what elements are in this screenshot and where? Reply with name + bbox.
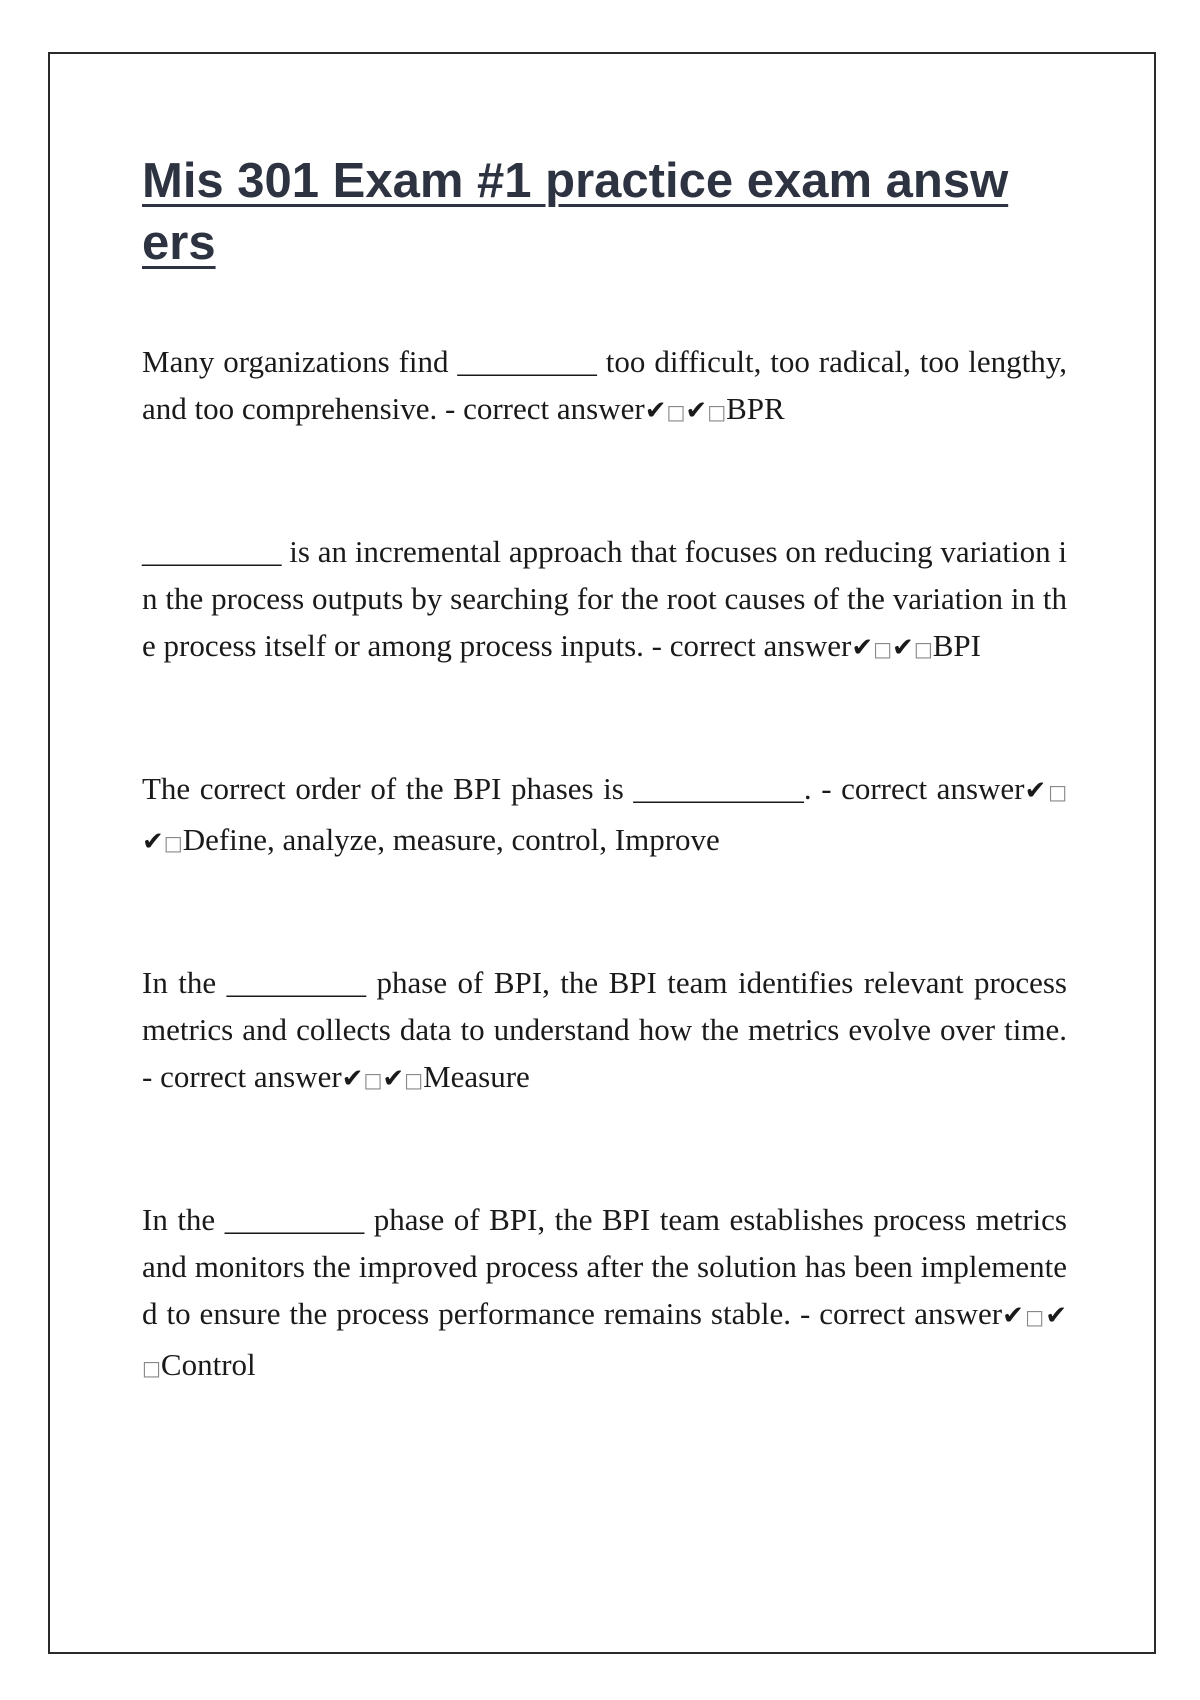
- box-icon: □: [404, 1068, 424, 1092]
- document-content: [142, 150, 1067, 1392]
- check-icon: ✔: [341, 1064, 364, 1094]
- check-icon: ✔: [382, 1064, 405, 1094]
- check-icon: ✔: [644, 396, 667, 426]
- box-icon: □: [666, 400, 686, 424]
- answer-text: Define, analyze, measure, control, Improve: [182, 822, 720, 857]
- question-text: Many organizations find _________ too difficult, too radical, too lengthy, and too comprehensive.: [142, 344, 1067, 426]
- question-text: _________ is an incremental approach that focuses on reducing variation in the process outputs by searching for the root causes of the variation in the process itself or among process inputs.: [142, 534, 1067, 663]
- box-icon: □: [142, 1356, 161, 1380]
- question-text: The correct order of the BPI phases is ___________.: [142, 771, 812, 806]
- qa-item: [142, 959, 1067, 1104]
- answer-separator: - correct answer: [437, 391, 645, 426]
- question-text: In the _________ phase of BPI, the BPI team identifies relevant process metrics and collects data to understand how the metrics evolve over time.: [142, 965, 1067, 1047]
- answer-separator: - correct answer: [790, 1296, 1003, 1331]
- box-icon: □: [707, 400, 727, 424]
- qa-item: [142, 338, 1067, 436]
- box-icon: □: [913, 637, 933, 661]
- answer-text: BPR: [726, 391, 785, 426]
- box-icon: □: [1023, 1305, 1046, 1329]
- answer-text: BPI: [932, 628, 981, 663]
- box-icon: □: [873, 637, 893, 661]
- check-icon: ✔: [685, 396, 708, 426]
- answer-separator: - correct answer: [643, 628, 852, 663]
- check-icon: ✔: [892, 633, 914, 663]
- qa-item: [142, 1196, 1067, 1392]
- answer-text: Control: [160, 1347, 256, 1382]
- box-icon: □: [1046, 780, 1067, 804]
- box-icon: □: [163, 831, 183, 855]
- question-text: In the _________ phase of BPI, the BPI team establishes process metrics and monitors the improved process after the solution has been implemented to ensure the process performance remains stable.: [142, 1202, 1067, 1331]
- check-icon: ✔: [1002, 1301, 1024, 1331]
- check-icon: ✔: [1045, 1301, 1067, 1331]
- answer-separator: - correct answer: [811, 771, 1025, 806]
- answer-text: Measure: [423, 1059, 530, 1094]
- check-icon: ✔: [1024, 776, 1047, 806]
- qa-item: [142, 765, 1067, 867]
- document-title: Mis 301 Exam #1 practice exam answers: [142, 154, 1009, 270]
- answer-separator: - correct answer: [142, 1059, 342, 1094]
- qa-item: [142, 528, 1067, 673]
- check-icon: ✔: [851, 633, 874, 663]
- check-icon: ✔: [142, 827, 164, 857]
- box-icon: □: [363, 1068, 383, 1092]
